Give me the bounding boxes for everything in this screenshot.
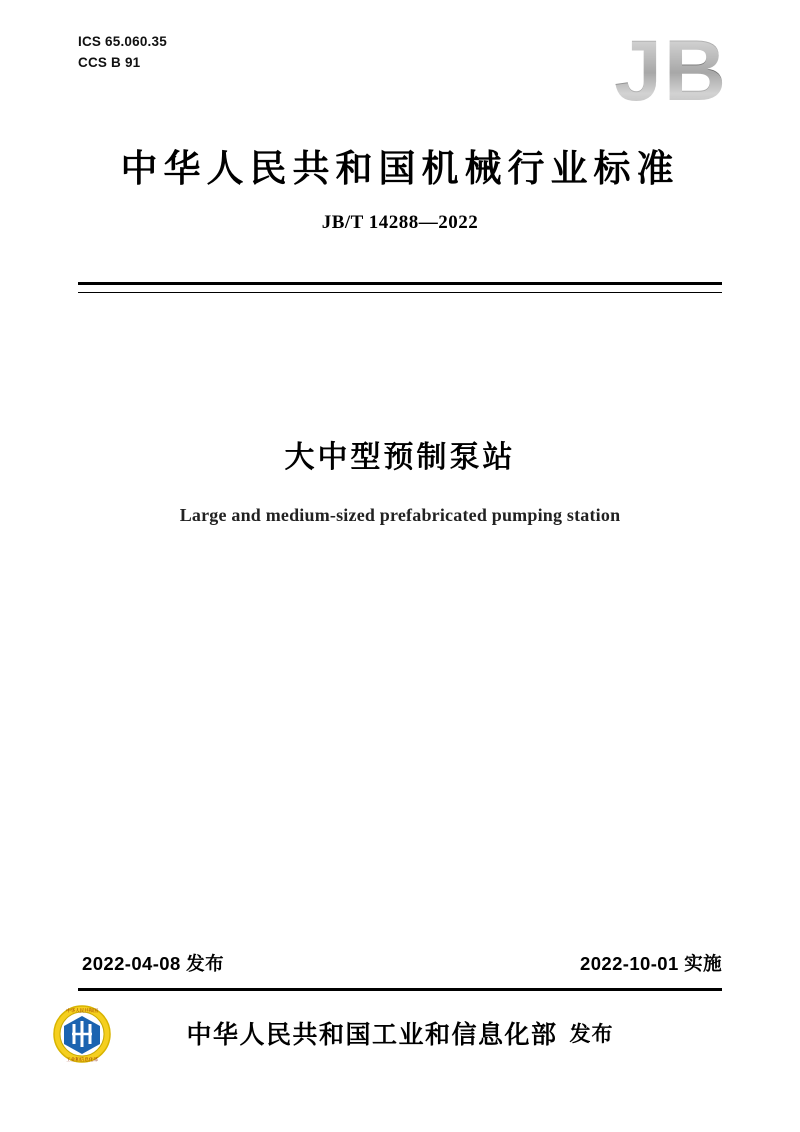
classification-block [78, 32, 167, 74]
issue-date: 2022-04-08 发布 [82, 953, 224, 974]
divider-thick [78, 282, 722, 285]
ccs-code: CCS B 91 [78, 54, 141, 70]
divider-bottom [78, 988, 722, 991]
standard-number: JB/T 14288—2022 [321, 212, 479, 233]
issuer-action: 发布 [569, 1023, 614, 1046]
issuer-row [0, 1000, 800, 1066]
svg-text:中华人民共和国: 中华人民共和国 [66, 1009, 98, 1014]
subject-title-cn: 大中型预制泵站 [284, 441, 516, 474]
issuer-name: 中华人民共和国工业和信息化部 [186, 1021, 558, 1049]
divider-thin [78, 292, 722, 293]
jb-logo: JB [614, 23, 728, 119]
standard-title: 中华人民共和国机械行业标准 [120, 148, 680, 189]
subject-title-en: Large and medium-sized prefabricated pumping station [179, 505, 621, 525]
effective-date: 2022-10-01 实施 [580, 953, 722, 974]
ics-code: ICS 65.060.35 [78, 34, 167, 49]
svg-text:工业和信息化部: 工业和信息化部 [66, 1058, 98, 1063]
